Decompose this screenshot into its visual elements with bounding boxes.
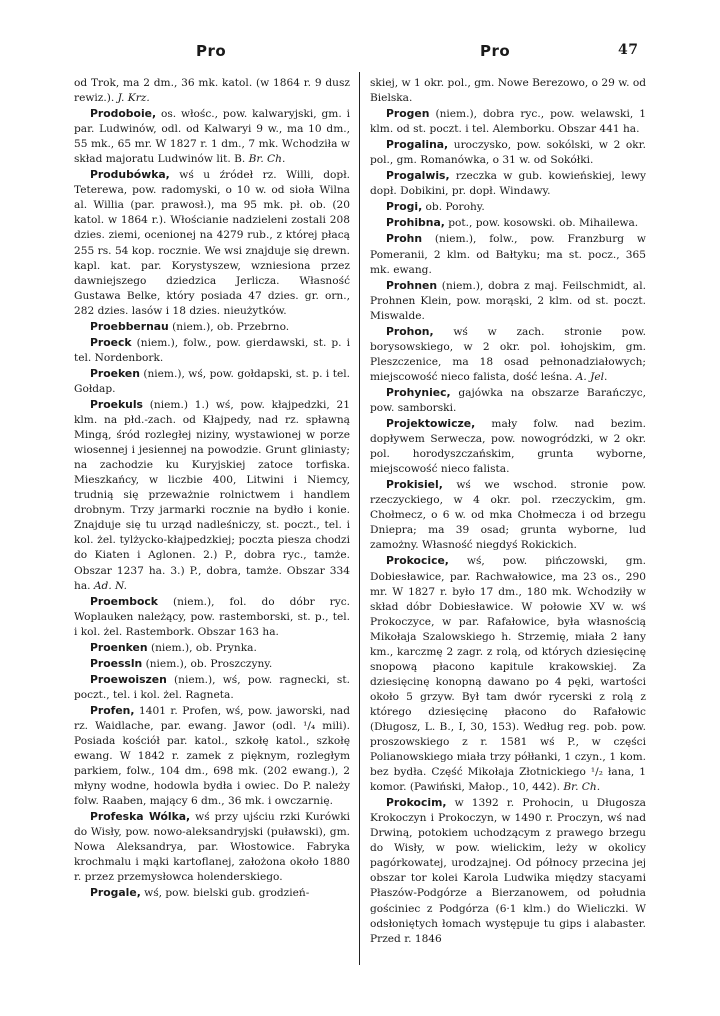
dictionary-entry bbox=[370, 416, 646, 477]
entry-text: skiej, w 1 okr. pol., gm. Nowe Berezowo, o 29 w. od Bielska. bbox=[370, 77, 646, 105]
entry-text: wś u źródeł rz. Willi, dopł. Teterewa, pow. radomyski, o 10 w. od sioła Wilna al. Willia (par. prawosł.), ma 95 mk. pł. ob. (20 katol. w 1864 r.). Włościanie nadzieleni zostali 208 dzies. ziemi, ocenionej na 4279 rub., z której płacą 255 rs. 54 kop. rocznie. We wsi znajduje się drewn. kapl. kat. par. Korystyszew, wzniesiona przez dawniejszego dziedzica Jerlicza. Własność Gustawa Belke, który posiada 47 dzies. gr. orn., 282 dzies. lasów i 18 dzies. nieużytków. bbox=[74, 169, 350, 317]
entry-text: wś we wschod. stronie pow. rzeczyckiego, w 4 okr. pol. rzeczyckim, gm. Chołmecz, o 6 w. od mka Chołmecza i od brzegu Dniepra; ma 39 osad; grunta wyborne, lud zamożny. Własność niegdyś Rokickich. bbox=[370, 479, 646, 552]
entry-headword: Produbówka, bbox=[90, 168, 170, 182]
entry-text: (niem.), folw., pow. gierdawski, st. p. i tel. Nordenbork. bbox=[74, 336, 350, 364]
dictionary-entry bbox=[74, 885, 350, 901]
entry-text: (niem.), dobra z maj. Feilschmidt, al. Prohnen Klein, pow. morąski, 2 klm. od st. poczt. Miswalde. bbox=[370, 279, 646, 322]
entry-text: w 1392 r. Prohocin, u Długosza Krokoczyn i Prokoczyn, w 1490 r. Proczyn, wś nad Drwiną, potokiem uchodzącym z prawego brzegu do Wisły, w pow. wielickim, leży w okolicy pagórkowatej, urodzajnej. Od północy przecina jej obszar tor kolei Karola Ludwika między stacyami Płaszów-Podgórze a Bierzanowem, od południa gościniec z Podgórza (6·1 klm.) do Wieliczki. W odsłoniętych łomach występuje tu gips i alabaster. Przed r. 1846 bbox=[370, 797, 646, 945]
dictionary-entry bbox=[370, 324, 646, 385]
dictionary-entry bbox=[74, 672, 350, 703]
entry-headword: Progen bbox=[386, 107, 430, 121]
running-header-left: Pro bbox=[196, 42, 227, 60]
dictionary-entry bbox=[370, 137, 646, 168]
entry-author-initials: Ad. N. bbox=[93, 579, 128, 592]
entry-text: os. włośc., pow. kalwaryjski, gm. i par. Ludwinów, odl. od Kalwaryi 9 w., ma 10 dm., 55 mk., 65 mr. W 1827 r. 1 dm., 7 mk. Wchodziła w skład majoratu Ludwinów lit. B. bbox=[74, 108, 350, 166]
entry-text: (niem.), wś, pow. gołdapski, st. p. i tel. Gołdap. bbox=[74, 367, 350, 395]
entry-headword: Progalwis, bbox=[386, 169, 450, 183]
dictionary-entry bbox=[74, 76, 350, 106]
dictionary-entry bbox=[74, 167, 350, 318]
entry-text: (niem.), dobra ryc., pow. welawski, 1 klm. od st. poczt. i tel. Alemborku. Obszar 441 ha. bbox=[370, 108, 646, 136]
entry-text: wś w zach. stronie pow. borysowskiego, w 2 okr. pol. łohojskim, gm. Pleszczenice, ma 18 osad pełnonadziałowych; miejscowość nieco falista, dość leśna. bbox=[370, 325, 646, 383]
entry-headword: Proembock bbox=[90, 594, 158, 608]
dictionary-entry bbox=[370, 231, 646, 277]
page-number: 47 bbox=[618, 42, 639, 58]
entry-headword: Profeska Wólka, bbox=[90, 810, 191, 824]
entry-text: uroczysko, pow. sokólski, w 2 okr. pol., gm. Romanówka, o 31 w. od Sokółki. bbox=[370, 139, 646, 167]
entry-headword: Proeken bbox=[90, 366, 140, 380]
entry-headword: Prohibna, bbox=[386, 216, 445, 230]
dictionary-entry bbox=[370, 199, 646, 215]
entry-headword: Prodoboie, bbox=[90, 107, 157, 121]
entry-text: wś, pow. bielski gub. grodzień- bbox=[140, 887, 310, 900]
entry-headword: Proeck bbox=[90, 335, 132, 349]
entry-text: od Trok, ma 2 dm., 36 mk. katol. (w 1864 r. 9 dusz rewiz.). bbox=[74, 77, 350, 105]
entry-text: pot., pow. kosowski. ob. Mihailewa. bbox=[444, 217, 639, 230]
entry-text: (niem.), fol. do dóbr ryc. Woplauken należący, pow. rastemborski, st. p., tel. i kol. żel. Rastembork. Obszar 163 ha. bbox=[74, 595, 350, 638]
entry-text: rzeczka w gub. kowieńskiej, lewy dopł. Dobikini, pr. dopł. Windawy. bbox=[370, 170, 646, 198]
right-column bbox=[370, 76, 646, 962]
dictionary-entry bbox=[370, 106, 646, 137]
entry-text: (niem.), ob. Przebrno. bbox=[168, 320, 290, 333]
dictionary-entry bbox=[370, 278, 646, 324]
entry-headword: Projektowicze, bbox=[386, 417, 476, 431]
entry-text: (niem.), ob. Prynka. bbox=[147, 641, 257, 654]
entry-headword: Progale, bbox=[90, 886, 141, 900]
entry-headword: Progalina, bbox=[386, 138, 449, 152]
dictionary-entry bbox=[74, 809, 350, 885]
entry-text: (niem.) 1.) wś, pow. kłajpedzki, 21 klm. na płd.-zach. od Kłajpedy, nad rz. spławną Mingą, śród rozległej niziny, wystawionej w porze wiosennej i jesiennej na powodzie. Grunt gliniasty; na zachodzie ku Kuryjskiej zatoce torfiska. Mieszkańcy, w liczbie 400, Litwini i Niemcy, trudnią się przeważnie rolnictwem i handlem drobnym. Trzy jarmarki rocznie na bydło i konie. Znajduje się tu urząd nadleśniczy, st. poczt., tel. i kol. żel. tylżycko-kłajpedzkiej; poczta piesza chodzi do Kiaten i Aglonen. 2.) P., dobra ryc., tamże. Obszar 1237 ha. 3.) P., dobra, tamże. Obszar 334 ha. bbox=[74, 398, 350, 592]
entry-headword: Progi, bbox=[386, 200, 423, 214]
dictionary-entry bbox=[74, 319, 350, 335]
dictionary-entry bbox=[74, 397, 350, 594]
entry-text: (niem.), ob. Proszczyny. bbox=[142, 657, 273, 670]
dictionary-entry bbox=[74, 594, 350, 640]
entry-headword: Prohon, bbox=[386, 324, 434, 338]
entry-headword: Prokocice, bbox=[386, 554, 449, 568]
entry-text: 1401 r. Profen, wś, pow. jaworski, nad rz. Waidlache, par. ewang. Jawor (odl. ¹/₄ mili). Posiada kościół par. katol., szkołę katol., szkołę ewang. W 1842 r. zamek z pięknym, rozległym parkiem, folw., 104 dm., 698 mk. (202 ewang.), 2 młyny wodne, hodowla bydła i owiec. Do P. należy folw. Raaben, mający 6 dm., 36 mk. i owczarnię. bbox=[74, 704, 350, 808]
dictionary-entry bbox=[74, 703, 350, 809]
dictionary-entry bbox=[370, 168, 646, 199]
entry-headword: Proebbernau bbox=[90, 319, 169, 333]
entry-text: gajówka na obszarze Barańczyc, pow. samborski. bbox=[370, 386, 646, 414]
dictionary-entry bbox=[370, 553, 646, 795]
entry-headword: Proenken bbox=[90, 640, 148, 654]
entry-headword: Prokocim, bbox=[386, 796, 447, 810]
entry-headword: Prokisiel, bbox=[386, 478, 443, 492]
entry-author-initials: Br. Ch. bbox=[248, 153, 286, 166]
entry-headword: Proessln bbox=[90, 656, 143, 670]
entry-author-initials: J. Krz. bbox=[117, 92, 150, 105]
entry-headword: Profen, bbox=[90, 703, 135, 717]
entry-author-initials: Br. Ch. bbox=[563, 781, 601, 794]
entry-text: (niem.), wś, pow. ragnecki, st. poczt., tel. i kol. żel. Ragneta. bbox=[74, 673, 350, 701]
entry-headword: Proekuls bbox=[90, 397, 143, 411]
entry-headword: Proewoiszen bbox=[90, 672, 167, 686]
column-divider bbox=[359, 72, 360, 965]
left-column bbox=[74, 76, 350, 962]
dictionary-entry bbox=[370, 215, 646, 231]
dictionary-entry bbox=[370, 385, 646, 416]
dictionary-entry bbox=[74, 640, 350, 656]
entry-headword: Prohyniec, bbox=[386, 385, 451, 399]
dictionary-entry bbox=[74, 335, 350, 366]
entry-author-initials: A. Jel. bbox=[575, 370, 608, 383]
entry-text: ob. Porohy. bbox=[422, 201, 485, 214]
entry-headword: Prohnen bbox=[386, 278, 438, 292]
dictionary-entry bbox=[370, 76, 646, 106]
dictionary-entry bbox=[74, 106, 350, 167]
dictionary-entry bbox=[370, 795, 646, 946]
entry-headword: Prohn bbox=[386, 232, 423, 246]
entry-text: wś, pow. pińczowski, gm. Dobiesławice, par. Rachwałowice, ma 23 os., 290 mr. W 1827 r. było 17 dm., 180 mk. Wchodziły w skład dóbr Dobiesławice. W połowie XV w. wś Prokoczyce, w par. Rafałowice, była własnością Mikołaja Szalowskiego h. Strzemię, miała 2 łany km., karczmę 2 zagr. z rolą, od których dziesięcinę snopową płacono kapitule krakowskiej. Za dziesięcinę konopną dawano po 4 pęki, wartości około 5 grzyw. Był tam dwór rycerski z rolą z którego dziesięcinę płacono do Rafałowic (Długosz, L. B., I, 30, 153). Według reg. pob. pow. proszowskiego z r. 1581 wś P., w części Polianowskiego miała trzy półłanki, 1 czyn., 1 kom. bez bydła. Część Mikołaja Złotnickiego ¹/₂ łana, 1 komor. (Pawiński, Małop., 10, 442). bbox=[370, 555, 646, 794]
running-header-right: Pro bbox=[480, 42, 511, 60]
dictionary-entry bbox=[74, 656, 350, 672]
entry-text: (niem.), folw., pow. Franzburg w Pomeranii, 2 klm. od Bałtyku; ma st. pocz., 365 mk. ewang. bbox=[370, 233, 646, 276]
dictionary-entry bbox=[74, 366, 350, 397]
entry-text: mały folw. nad bezim. dopływem Serwecza, pow. nowogródzki, w 2 okr. pol. horodyszczańskim, grunta wyborne, miejscowość nieco falista. bbox=[370, 418, 646, 476]
entry-text: wś przy ujściu rzki Kurówki do Wisły, pow. nowo-aleksandryjski (puławski), gm. Nowa Aleksandrya, par. Włostowice. Fabryka krochmalu i mąki kartoflanej, założona około 1880 r. przez przemysłowca holenderskiego. bbox=[74, 811, 350, 884]
dictionary-entry bbox=[370, 477, 646, 553]
